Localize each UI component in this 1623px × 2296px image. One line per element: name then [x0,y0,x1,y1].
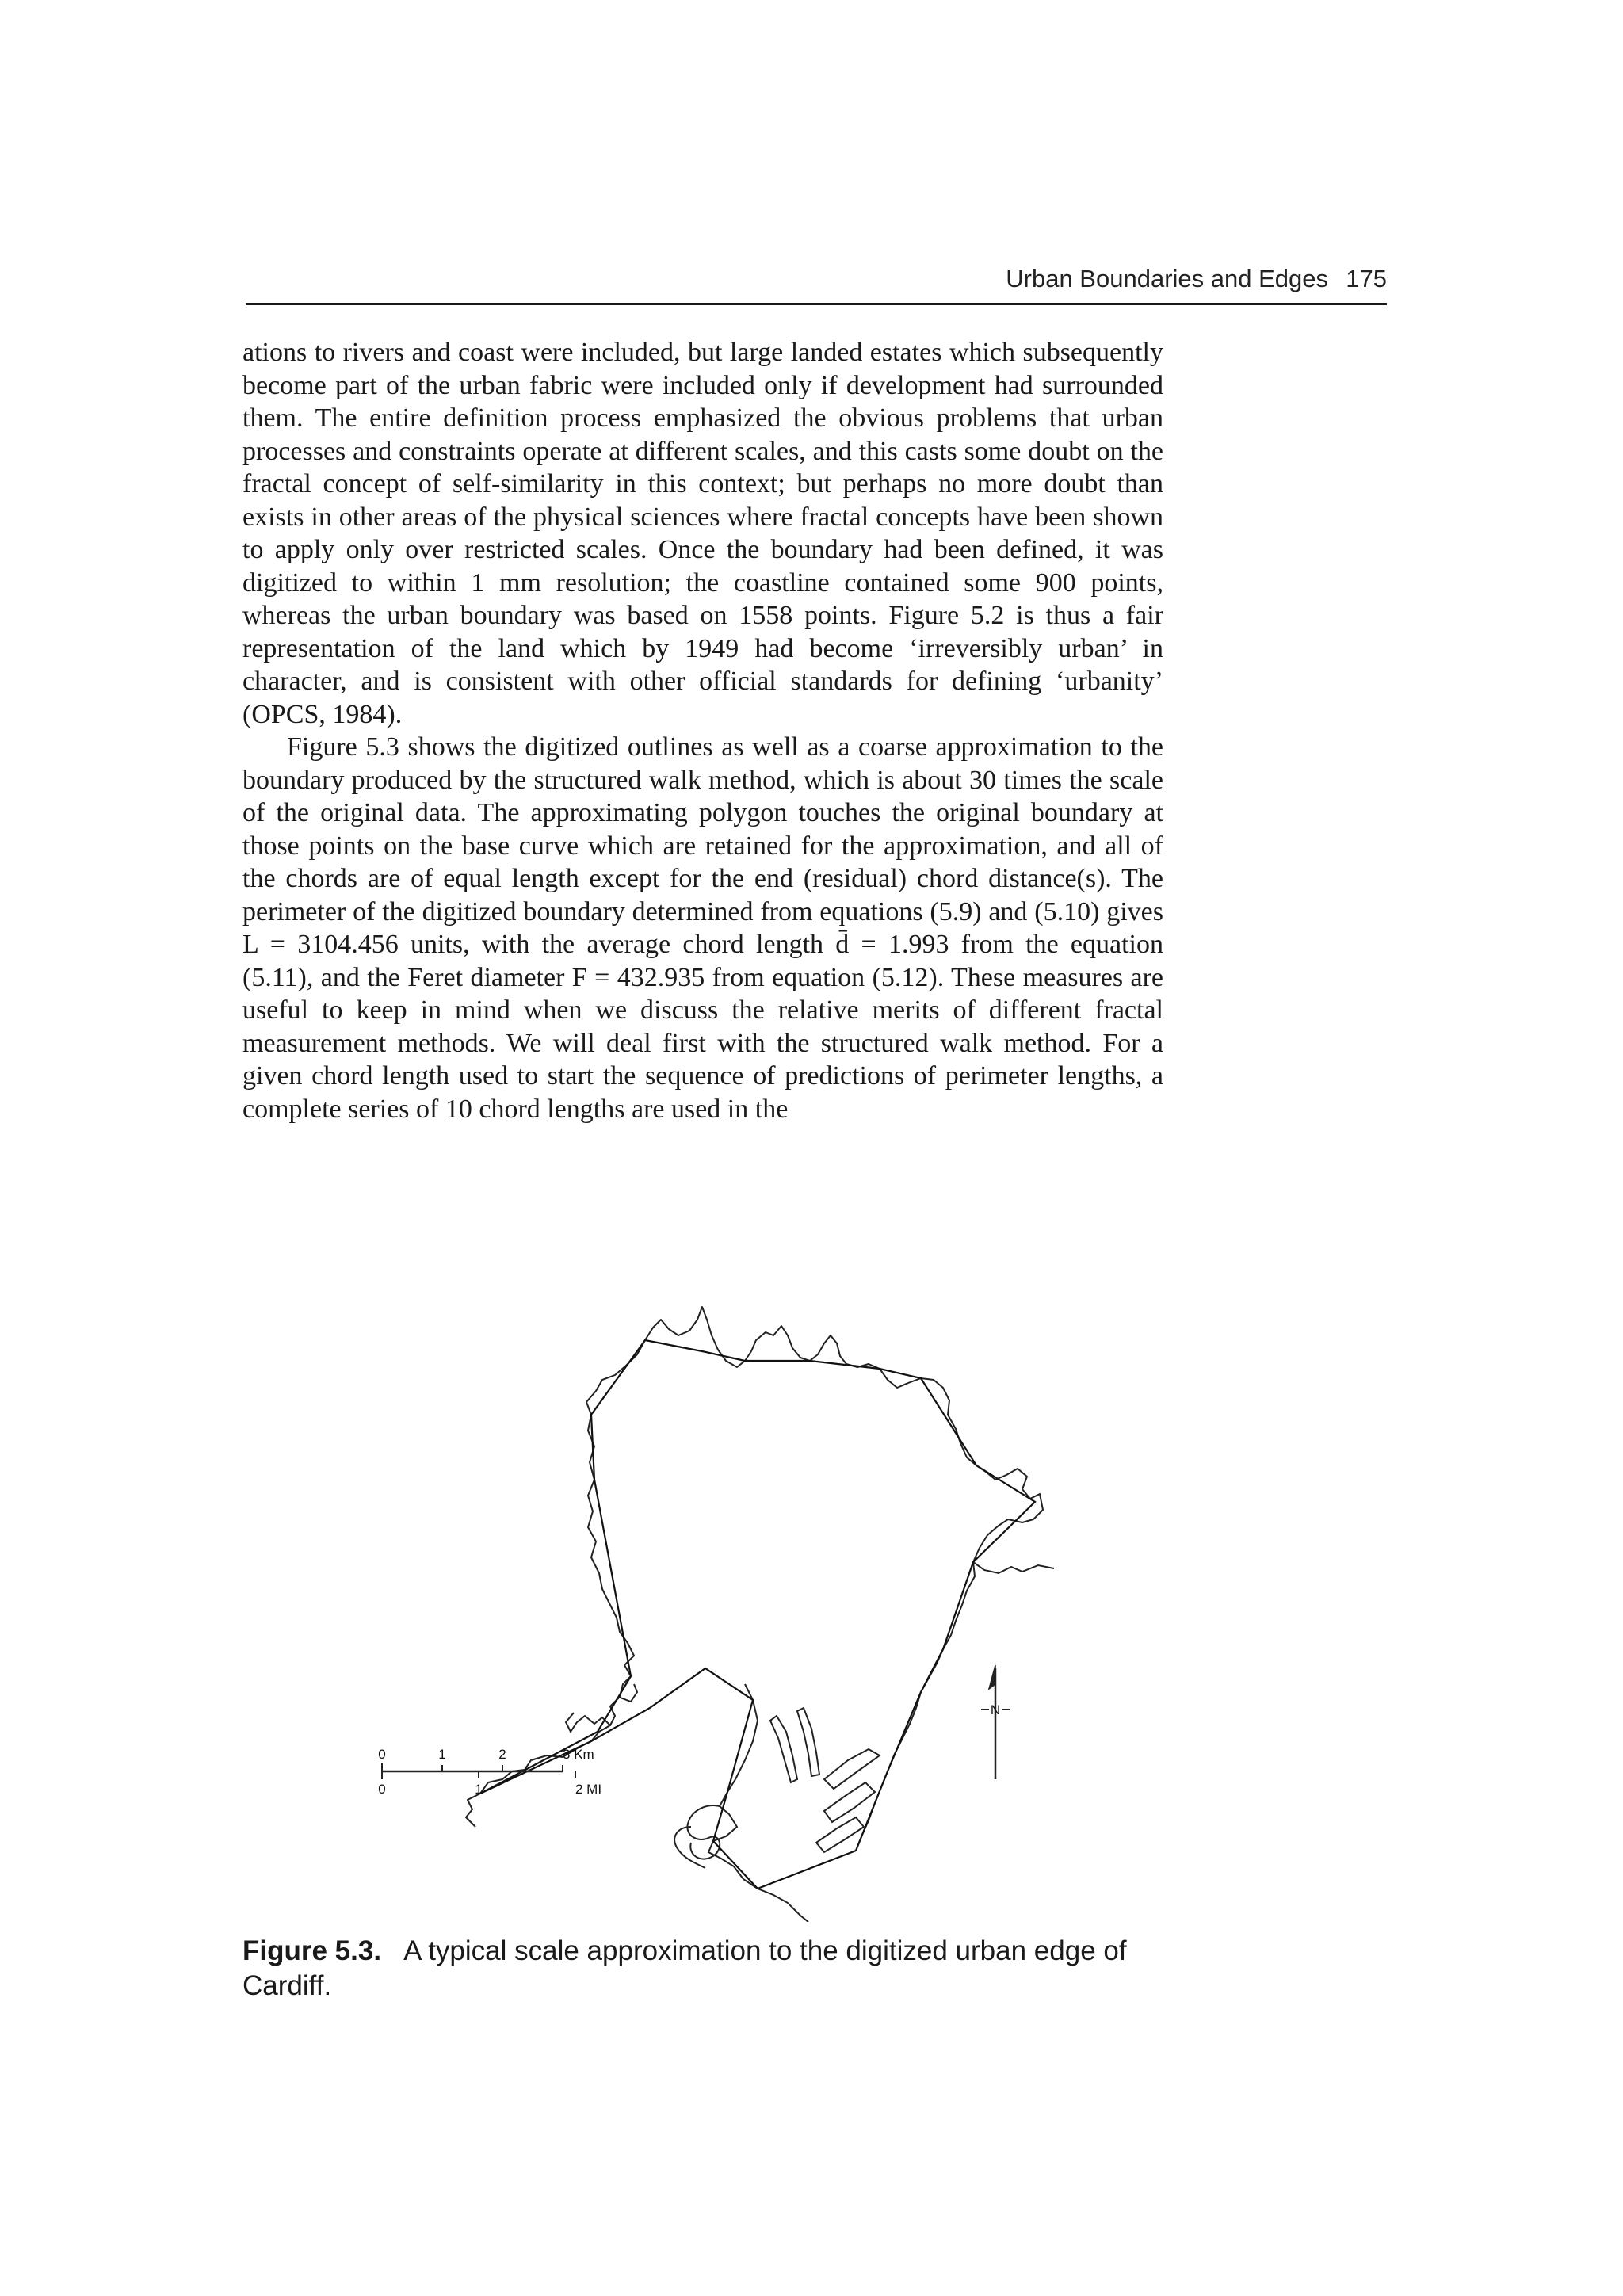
figure-caption [242,1934,1170,2004]
page-number: 175 [1346,265,1387,292]
scale-mi-0: 0 [378,1782,386,1797]
digitized-urban-edge [466,1307,1043,1851]
river-meander [674,1805,720,1868]
scale-mi-2: 2 MI [575,1782,602,1797]
running-head [246,262,1387,305]
paragraph-2: Figure 5.3 shows the digitized outlines as well as a coarse approximation to the boundary produced by the structured walk method, which is about 30 times the scale of the original data. The approximating polygon touches the original boundary at those points on the base curve which are retained for the approximation, and all of the chords are of equal length except for the end (residual) chord distance(s). The perimeter of the digitized boundary determined from equations (5.9) and (5.10) gives L = 3104.456 units, with the average chord length d̄ = 1.993 from the equation (5.11), and the Feret diameter F = 432.935 from equation (5.12). These measures are useful to keep in mind when we discuss the relative merits of different fractal measurement methods. We will deal first with the structured walk method. For a given chord length used to start the sequence of predictions of perimeter lengths, a complete series of 10 chord lengths are used in the [242,732,1163,1124]
body-text [242,336,1163,1125]
scale-mi-1: 1 [475,1782,483,1797]
figure-5-3 [333,1224,1062,1922]
scale-km-1: 1 [438,1747,446,1762]
north-arrow-head-icon [989,1665,995,1689]
eastern-spur [973,1562,1054,1573]
caption-text: A typical scale approximation to the digitized urban edge of Cardiff. [242,1935,1127,2001]
scale-km-3: 3 Km [563,1747,594,1762]
caption-label: Figure 5.3. [242,1935,382,1966]
scale-km-0: 0 [378,1747,386,1762]
north-label: N [990,1702,1001,1717]
paragraph-1: ations to rivers and coast were included, but large landed estates which subsequently become part of the urban fabric were included only if development had surrounded them. The entire definition process emphasized the obvious problems that urban processes and constraints operate at different scales, and this casts some doubt on the fractal concept of self-similarity in this context; but perhaps no more doubt than exists in other areas of the physical sciences where fractal concepts have been shown to apply only over restricted scales. Once the boundary had been defined, it was digitized to within 1 mm resolution; the coastline contained some 900 points, whereas the urban boundary was based on 1558 points. Figure 5.2 is thus a fair representation of the land which by 1949 had become ‘irreversibly urban’ in character, and is consistent with other official standards for defining ‘urbanity’ (OPCS, 1984). [242,338,1163,729]
scale-km-2: 2 [498,1747,506,1762]
running-title: Urban Boundaries and Edges [1006,265,1328,292]
cardiff-boundary-map [333,1224,1062,1922]
north-arrow [981,1665,1010,1779]
